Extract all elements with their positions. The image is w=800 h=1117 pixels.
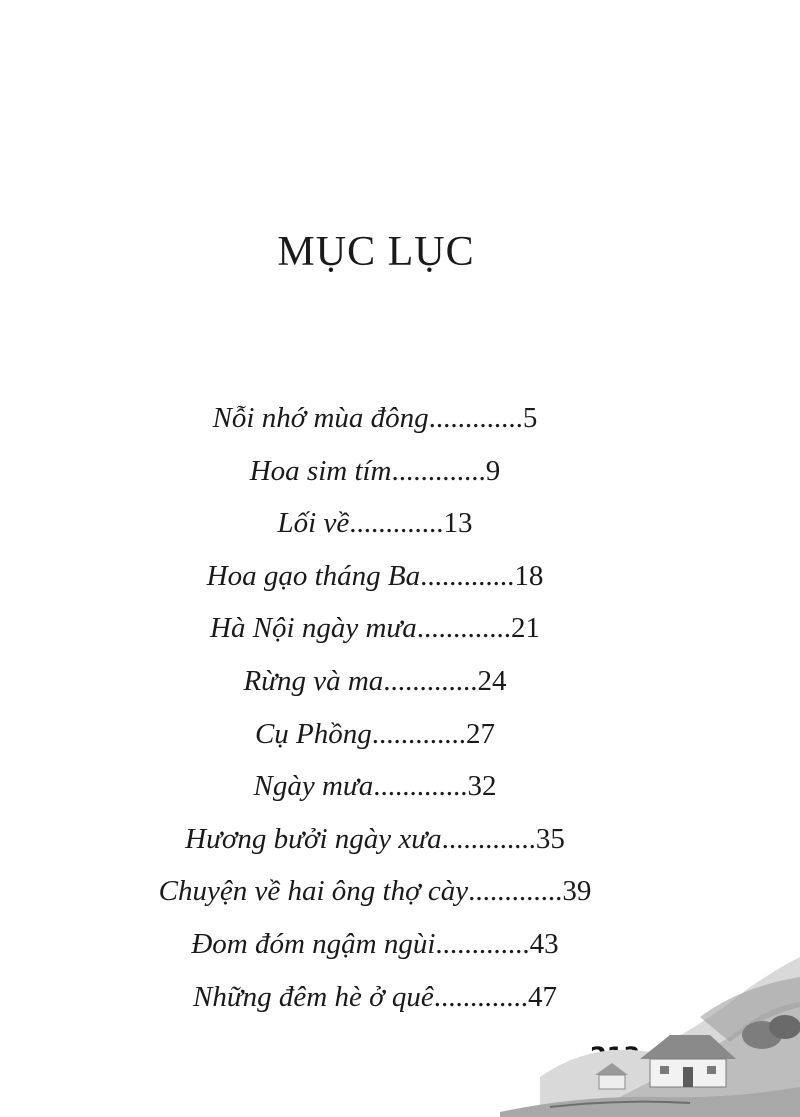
toc-entry-page: 39 bbox=[562, 875, 592, 908]
toc-entry-title: Đom đóm ngậm ngùi bbox=[191, 927, 436, 960]
toc-entry[interactable] bbox=[0, 708, 750, 761]
page-title: MỤC LỤC bbox=[277, 229, 475, 275]
toc-entry-title: Những đêm hè ở quê bbox=[193, 980, 434, 1013]
toc-entry-title: Rừng và ma bbox=[243, 664, 384, 697]
toc-entry[interactable] bbox=[0, 760, 750, 813]
toc-entry[interactable] bbox=[0, 602, 750, 655]
toc-entry-page: 5 bbox=[522, 402, 538, 434]
toc-entry-page: 24 bbox=[477, 664, 507, 697]
toc-entry-dots: ............. bbox=[433, 980, 528, 1013]
toc-entry-page: 35 bbox=[535, 822, 565, 855]
toc-entry-dots: ............. bbox=[416, 612, 511, 645]
toc-entry-page: 18 bbox=[514, 559, 544, 592]
village-illustration bbox=[500, 947, 800, 1117]
toc-entry[interactable] bbox=[0, 392, 750, 445]
toc-entry-dots: ............. bbox=[428, 402, 523, 434]
toc-entry-title: Hà Nội ngày mưa bbox=[210, 612, 417, 645]
toc-entry-dots: ............. bbox=[371, 717, 467, 750]
toc-entry-title: Chuyện về hai ông thợ cày bbox=[158, 875, 469, 908]
toc-entry-title: Ngày mưa bbox=[253, 770, 374, 803]
table-of-contents bbox=[0, 392, 750, 1023]
toc-entry-dots: ............. bbox=[468, 875, 563, 908]
toc-entry-title: Cụ Phồng bbox=[254, 717, 372, 750]
toc-entry-title: Hoa gạo tháng Ba bbox=[206, 559, 421, 592]
toc-entry-page: 9 bbox=[485, 454, 501, 487]
toc-entry-dots: ............. bbox=[441, 822, 536, 855]
toc-entry-page: 32 bbox=[467, 770, 497, 803]
toc-entry[interactable] bbox=[0, 445, 750, 498]
toc-entry-title: Lối về bbox=[277, 507, 350, 540]
toc-entry[interactable] bbox=[0, 550, 750, 603]
toc-entry-dots: ............. bbox=[373, 770, 468, 803]
toc-entry-dots: ............. bbox=[435, 927, 530, 960]
tree-shape bbox=[769, 1015, 800, 1039]
house-window bbox=[660, 1066, 669, 1074]
toc-entry-title: Nỗi nhớ mùa đông bbox=[212, 402, 429, 434]
toc-entry-page: 47 bbox=[527, 980, 557, 1013]
toc-entry-title: Hoa sim tím bbox=[249, 454, 392, 487]
toc-entry-dots: ............. bbox=[420, 559, 515, 592]
toc-entry-dots: ............. bbox=[349, 507, 444, 540]
toc-entry-page: 21 bbox=[510, 612, 540, 645]
house-wall bbox=[599, 1075, 625, 1089]
house-window bbox=[707, 1066, 716, 1074]
toc-entry-dots: ............. bbox=[383, 664, 478, 697]
toc-entry-page: 27 bbox=[466, 717, 496, 750]
toc-entry-page: 13 bbox=[443, 507, 473, 540]
house-door bbox=[683, 1067, 693, 1087]
toc-entry[interactable] bbox=[0, 813, 750, 866]
toc-entry-dots: ............. bbox=[391, 454, 486, 487]
toc-entry[interactable] bbox=[0, 655, 750, 708]
toc-entry[interactable] bbox=[0, 865, 750, 918]
toc-entry-title: Hương bưởi ngày xưa bbox=[185, 822, 442, 855]
toc-entry-page: 43 bbox=[529, 927, 559, 960]
toc-entry[interactable] bbox=[0, 497, 750, 550]
